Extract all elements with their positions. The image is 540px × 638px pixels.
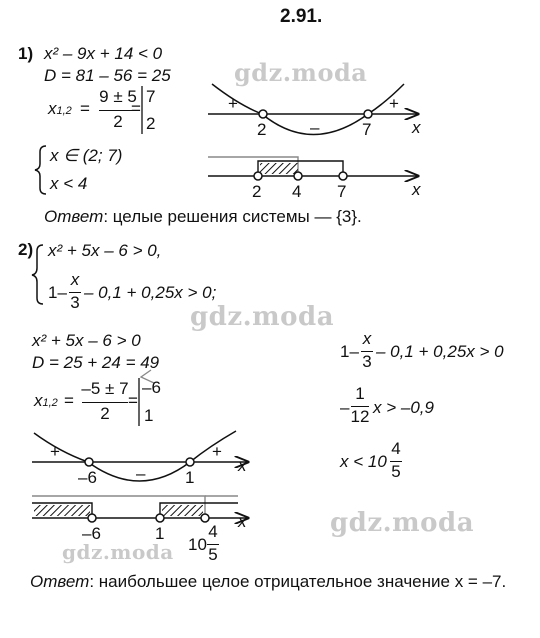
root-point (85, 458, 93, 466)
open-point (156, 514, 164, 522)
axis-label: x (412, 118, 421, 137)
open-point (294, 172, 302, 180)
equals-sign: = (64, 391, 74, 410)
tick-label: 7 (337, 182, 347, 201)
step-result: x < 10 (340, 452, 387, 471)
sign-label: – (136, 464, 146, 483)
equals-sign: = (80, 99, 90, 118)
equals-sign: = (131, 99, 141, 118)
sign-label: + (228, 94, 238, 113)
fraction-denominator: 12 (350, 407, 370, 426)
parabola-curve (34, 431, 236, 481)
discriminant: D = 81 – 56 = 25 (44, 66, 171, 85)
inequality: x² + 5x – 6 > 0 (32, 331, 141, 350)
parabola-curve (212, 84, 404, 135)
tick-label: 1 (155, 524, 165, 543)
system-line-suffix: – 0,1 + 0,25x > 0; (84, 283, 217, 302)
open-point (201, 514, 209, 522)
number-line-2 (32, 496, 248, 522)
fraction-numerator: x (70, 270, 80, 289)
discriminant: D = 25 + 24 = 49 (32, 353, 160, 372)
equals-sign: = (128, 391, 138, 410)
roots-lhs: x1,2 (48, 99, 72, 118)
axis-label: x (412, 180, 421, 199)
sign-label: + (389, 94, 399, 113)
root-value: 2 (146, 114, 156, 133)
system-line-prefix: 1– (48, 283, 67, 302)
watermark: gdz.moda (234, 58, 368, 87)
fraction-denominator: 3 (362, 352, 372, 371)
tick-label: –6 (82, 524, 101, 543)
fraction-numerator: 4 (208, 522, 218, 541)
sign-label: + (212, 442, 222, 461)
tick-label: 2 (257, 120, 267, 139)
watermark: gdz.moda (190, 302, 335, 332)
fraction-numerator: 9 ± 5 (99, 87, 137, 106)
open-point (339, 172, 347, 180)
fraction-numerator: –5 ± 7 (81, 379, 129, 398)
system-line: x < 4 (50, 174, 88, 193)
system-brace (35, 146, 46, 194)
root-point (259, 110, 267, 118)
roots-lhs: x1,2 (34, 391, 58, 410)
system-line: x² + 5x – 6 > 0, (48, 241, 162, 260)
number-line-1 (208, 157, 418, 180)
axis-label: x (238, 456, 247, 475)
root-value: 7 (146, 87, 156, 106)
sign-label: + (50, 442, 60, 461)
watermark: gdz.moda (330, 508, 475, 538)
sign-label: – (310, 118, 320, 137)
fraction-denominator: 2 (100, 404, 110, 423)
root-point (364, 110, 372, 118)
hatched-region (162, 505, 203, 516)
part-label: 2) (18, 240, 34, 259)
system-brace (32, 245, 43, 304)
problem-number: 2.91. (280, 6, 323, 27)
fraction-numerator: x (362, 329, 372, 348)
fraction-denominator: 5 (208, 545, 218, 564)
fraction-denominator: 3 (70, 293, 80, 312)
open-point (88, 514, 96, 522)
tick-label: 1 (185, 468, 195, 487)
open-point (254, 172, 262, 180)
inequality: x² – 9x + 14 < 0 (44, 44, 163, 63)
axis-label: x (238, 512, 247, 531)
step-prefix: – (340, 398, 350, 417)
answer-line: Ответ: наибольшее целое отрицательное значение x = –7. (30, 572, 507, 591)
fraction-line (82, 402, 128, 403)
root-value: –6 (142, 378, 161, 397)
watermark: gdz.moda (62, 540, 174, 564)
fraction-numerator: 1 (355, 384, 365, 403)
root-point (186, 458, 194, 466)
root-value: 1 (144, 406, 154, 425)
answer-line: Ответ: целые решения системы — {3}. (44, 207, 362, 226)
hatched-region (34, 505, 90, 516)
system-line: x ∈ (2; 7) (50, 146, 123, 165)
tick-label: –6 (78, 468, 97, 487)
hatched-region (260, 163, 298, 174)
fraction-denominator: 5 (391, 462, 401, 481)
tick-label: 2 (252, 182, 262, 201)
part-label: 1) (18, 44, 34, 63)
step-suffix: x > –0,9 (373, 398, 434, 417)
step-suffix: – 0,1 + 0,25x > 0 (376, 342, 504, 361)
step-prefix: 1– (340, 342, 359, 361)
fraction-numerator: 4 (391, 439, 401, 458)
fraction-denominator: 2 (113, 112, 123, 131)
mixed-whole: 10 (188, 535, 207, 554)
tick-label: 7 (362, 120, 372, 139)
tick-label: 4 (292, 182, 302, 201)
